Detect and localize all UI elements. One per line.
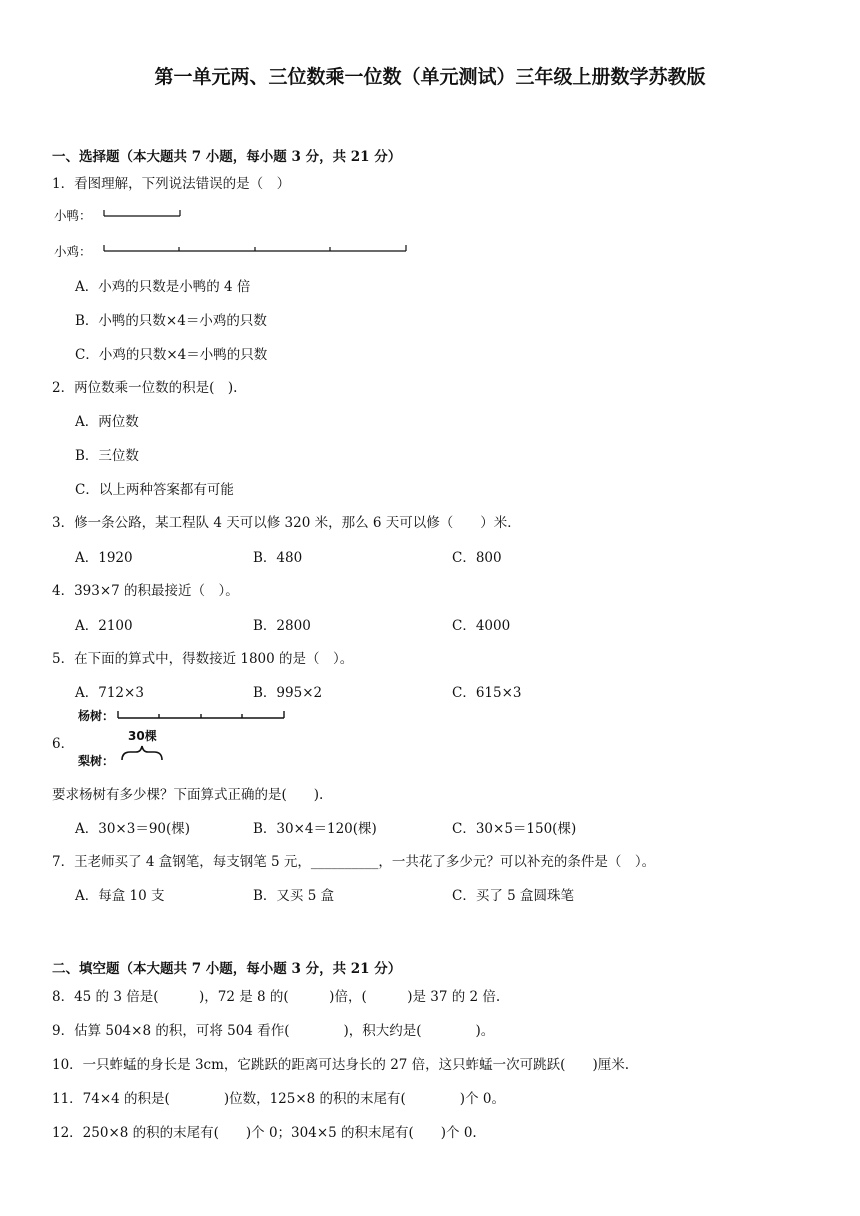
- pear-label: 梨树：: [78, 754, 115, 768]
- chicken-label: 小鸡：: [54, 244, 92, 259]
- q5-option-c: C．615×3: [452, 685, 522, 701]
- q1-option-b: B．小鸭的只数×4＝小鸡的只数: [75, 313, 267, 329]
- q2-option-c: C．以上两种答案都有可能: [75, 482, 234, 498]
- question-1: 1．看图理解，下列说法错误的是（ ）: [52, 176, 291, 192]
- q7-option-a: A．每盒 10 支: [75, 888, 165, 904]
- q7-option-c: C．买了 5 盒圆珠笔: [452, 888, 575, 904]
- question-2: 2．两位数乘一位数的积是( ).: [52, 380, 238, 396]
- q1-option-c: C．小鸡的只数×4＝小鸭的只数: [75, 347, 268, 363]
- duck-segment-diagram: [100, 205, 190, 221]
- q3-option-c: C．800: [452, 550, 502, 566]
- q3-option-b: B．480: [253, 550, 303, 566]
- chicken-segment-diagram: [100, 240, 420, 256]
- q6-option-a: A．30×3＝90(棵): [75, 821, 191, 837]
- q6-option-b: B．30×4＝120(棵): [253, 821, 377, 837]
- q4-option-b: B．2800: [253, 618, 311, 634]
- q2-option-b: B．三位数: [75, 448, 139, 464]
- page-title: 第一单元两、三位数乘一位数（单元测试）三年级上册数学苏教版: [154, 66, 706, 88]
- q4-option-c: C．4000: [452, 618, 511, 634]
- question-11: 11．74×4 的积是( )位数，125×8 的积的末尾有( )个 0。: [52, 1091, 505, 1107]
- section-heading-fill: 二、填空题（本大题共 7 小题，每小题 3 分，共 21 分）: [52, 961, 402, 977]
- question-3: 3．修一条公路，某工程队 4 天可以修 320 米，那么 6 天可以修（ ）米．: [52, 515, 521, 531]
- question-9: 9．估算 504×8 的积，可将 504 看作( )，积大约是( )。: [52, 1023, 495, 1039]
- duck-label: 小鸭：: [54, 208, 92, 223]
- question-4: 4．393×7 的积最接近（ ）。: [52, 583, 239, 599]
- pear-count-label: 30棵: [128, 729, 157, 743]
- question-12: 12．250×8 的积的末尾有( )个 0；304×5 的积末尾有( )个 0.: [52, 1125, 477, 1141]
- question-6-number: 6．: [52, 736, 75, 752]
- poplar-label: 杨树：: [78, 709, 115, 723]
- q2-option-a: A．两位数: [75, 414, 139, 430]
- q4-option-a: A．2100: [75, 618, 133, 634]
- q1-option-a: A．小鸡的只数是小鸭的 4 倍: [75, 279, 251, 295]
- q5-option-b: B．995×2: [253, 685, 323, 701]
- question-6: 要求杨树有多少棵？下面算式正确的是( ).: [52, 787, 324, 803]
- question-8: 8．45 的 3 倍是( )，72 是 8 的( )倍，( )是 37 的 2 倍.: [52, 989, 501, 1005]
- poplar-segment-diagram: [114, 706, 294, 724]
- section-heading-choice: 一、选择题（本大题共 7 小题，每小题 3 分，共 21 分）: [52, 149, 402, 165]
- q7-option-b: B．又买 5 盒: [253, 888, 335, 904]
- q5-option-a: A．712×3: [75, 685, 144, 701]
- q6-option-c: C．30×5＝150(棵): [452, 821, 577, 837]
- pear-brace: [118, 742, 168, 764]
- question-7: 7．王老师买了 4 盒钢笔，每支钢笔 5 元，__________，一共花了多少元？可以补充的条件是（ ）。: [52, 854, 656, 870]
- question-5: 5．在下面的算式中，得数接近 1800 的是（ ）。: [52, 651, 354, 667]
- q3-option-a: A．1920: [75, 550, 133, 566]
- question-10: 10．一只蚱蜢的身长是 3cm，它跳跃的距离可达身长的 27 倍，这只蚱蜢一次可跳跃( )厘米.: [52, 1057, 630, 1073]
